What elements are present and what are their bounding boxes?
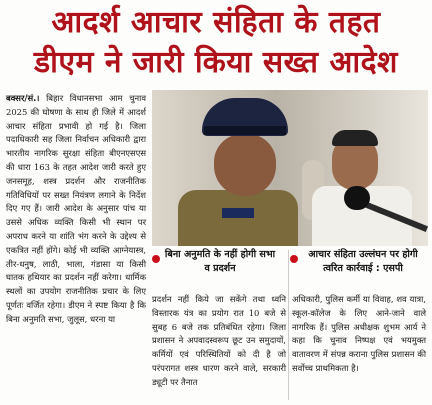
subhead-right	[290, 248, 428, 288]
photo-officer-badge	[222, 208, 254, 218]
left-column-body: बिहार विधानसभा आम चुनाव 2025 की घोषणा के साथ ही जिले में आदर्श आचार संहिता प्रभावी हो गई है। जिला पदाधिकारी सह जिला निर्वाचन अधिकारी द्वारा भारतीय नागरिक सुरक्षा संहिता बीएनएसएस की धारा 163 के तहत आदेश जारी करते हुए जनसमूह, शस्त्र प्रदर्शन और राजनीतिक गतिविधियों पर सख्त नियंत्रण लगाने के निर्देश दिए गए हैं। जारी आदेश के अनुसार पांच या उससे अधिक व्यक्ति किसी भी स्थान पर अपराध करने या शांति भंग करने के उद्देश्य से एकत्रित नहीं होंगे। कोई भी व्यक्ति आग्नेयास्त्र, तीर-धनुष, लाठी, भाला, गंडासा या किसी घातक हथियार का प्रदर्शन नहीं करेगा। धार्मिक स्थलों का उपयोग राजनीतिक प्रचार के लिए पूर्णतः वर्जित रहेगा। डीएम ने स्पष्ट किया है कि बिना अनुमति सभा, जुलूस, धरना या	[6, 93, 146, 324]
subhead-left-text: बिना अनुमति के नहीं होगी सभा व प्रदर्शन	[164, 249, 276, 274]
bullet-dot-icon	[152, 255, 160, 263]
right-column-text: अधिकारी, पुलिस कर्मी या विवाह, शव यात्रा, स्कूल-कॉलेज के लिए आने-जाने वाले नागरिक हैं। पुलिस अधीक्षक शुभम आर्य ने कहा कि चुनाव निष्पक्ष एवं भयमुक्त वातावरण में संपन्न कराना पुलिस प्रशासन की सर्वोच्च प्राथमिकता है।	[292, 294, 426, 373]
left-column-text	[6, 92, 146, 402]
headline	[0, 0, 432, 86]
subhead-left	[152, 248, 288, 288]
subhead-right-text: आचार संहिता उल्लंघन पर होगी त्वरित कार्रवाई : एसपी	[308, 249, 418, 274]
photo-police-officer-uniform	[178, 190, 298, 246]
column-divider	[288, 250, 289, 400]
headline-line-2: डीएम ने जारी किया सख्त आदेश	[34, 45, 398, 80]
dateline: बक्सर/सं.।	[6, 93, 40, 103]
headline-line-1: आदर्श आचार संहिता के तहत	[51, 5, 381, 40]
photo-official-hair	[332, 130, 378, 146]
news-photo	[152, 90, 428, 246]
middle-column-text: प्रदर्शन नहीं किये जा सकेंगे तथा ध्वनि विस्तारक यंत्र का प्रयोग रात 10 बजे से सुबह 6 बजे तक प्रतिबंधित रहेगा। जिला प्रशासन ने अपवादस्वरूप छूट उन समुदायों, कर्मियों एवं परिस्थितियों को दी है जो परंपरागत शस्त्र धारण करने वाले, सरकारी ड्यूटी पर तैनात	[152, 294, 286, 387]
photo-microphone	[344, 186, 370, 210]
photo-police-officer-face	[214, 134, 276, 196]
photo-police-cap-band	[204, 126, 286, 135]
bullet-dot-icon	[290, 255, 298, 263]
